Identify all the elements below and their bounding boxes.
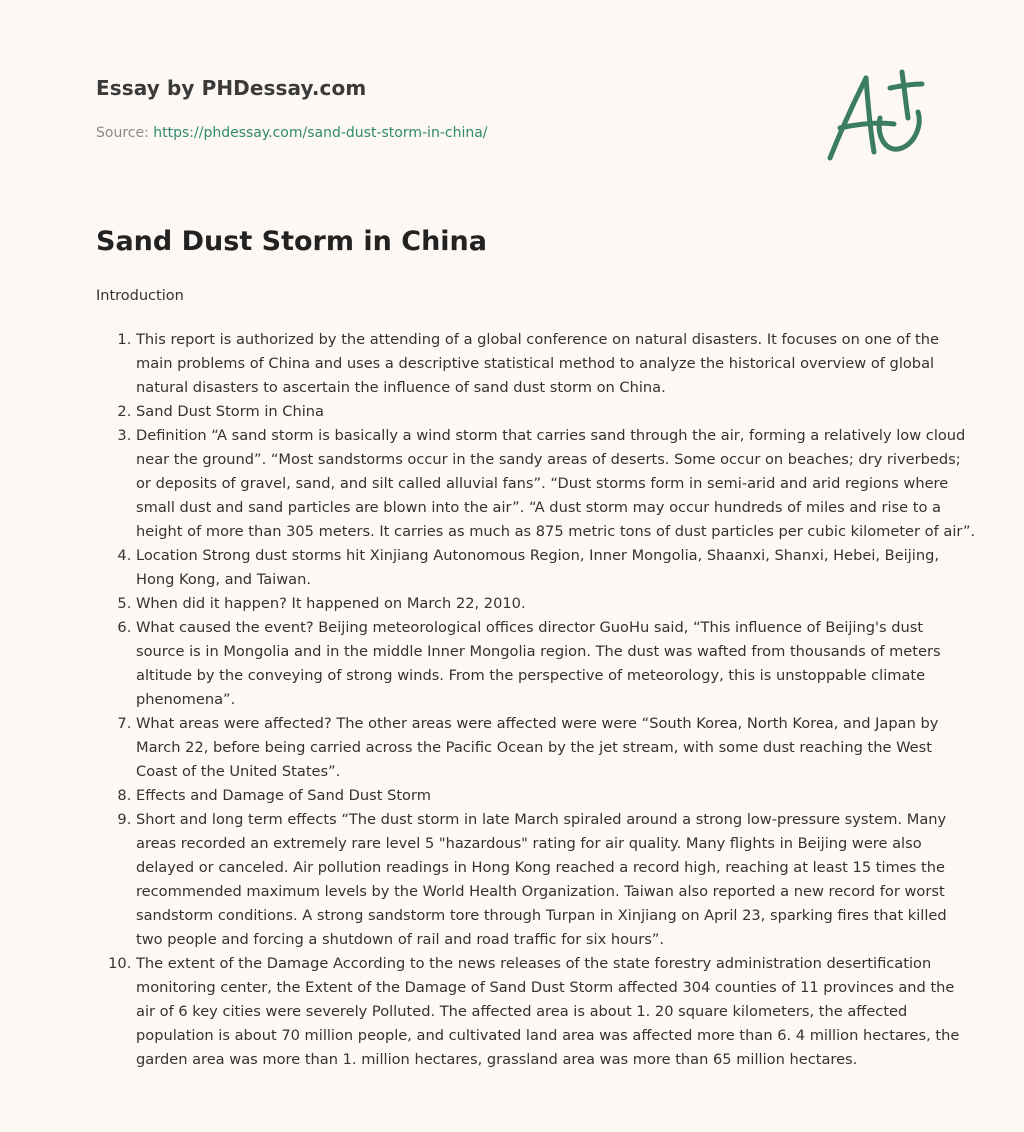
list-item: 7. What areas were affected? The other areas were affected were were “South Korea, North Korea, and Japan by March 22, before being carried across the Pacific Ocean by the jet stream, with some dust reaching the West Coast of the United States”.: [136, 712, 976, 784]
essay-header: [96, 76, 656, 141]
list-item: 4. Location Strong dust storms hit Xinjiang Autonomous Region, Inner Mongolia, Shaanxi, Shanxi, Hebei, Beijing, Hong Kong, and Taiwan.: [136, 544, 976, 592]
list-item: 8. Effects and Damage of Sand Dust Storm: [136, 784, 976, 808]
site-brand: Essay by PHDessay.com: [96, 76, 367, 100]
essay-list: [96, 328, 976, 1072]
a-plus-logo-icon: [820, 66, 930, 166]
list-item: 9. Short and long term effects “The dust storm in late March spiraled around a strong low-pressure system. Many areas recorded an extremely rare level 5 "hazardous" rating for air quality. Many flights in Beijing were also delayed or canceled. Air pollution readings in Hong Kong reached a record high, reaching at least 15 times the recommended maximum levels by the World Health Organization. Taiwan also reported a new record for worst sandstorm conditions. A strong sandstorm tore through Turpan in Xinjiang on April 23, sparking fires that killed two people and forcing a shutdown of rail and road traffic for six hours”.: [136, 808, 976, 952]
intro-label: Introduction: [96, 288, 184, 304]
source-link[interactable]: https://phdessay.com/sand-dust-storm-in-china/: [153, 125, 488, 141]
list-item: 2. Sand Dust Storm in China: [136, 400, 976, 424]
list-item: 5. When did it happen? It happened on March 22, 2010.: [136, 592, 976, 616]
list-item: 1. This report is authorized by the attending of a global conference on natural disasters. It focuses on one of the main problems of China and uses a descriptive statistical method to analyze the historical overview of global natural disasters to ascertain the influence of sand dust storm on China.: [136, 328, 976, 400]
list-item: 3. Definition “A sand storm is basically a wind storm that carries sand through the air, forming a relatively low cloud near the ground”. “Most sandstorms occur in the sandy areas of deserts. Some occur on beaches; dry riverbeds; or deposits of gravel, sand, and silt called alluvial fans”. “Dust storms form in semi-arid and arid regions where small dust and sand particles are blown into the air”. “A dust storm may occur hundreds of miles and rise to a height of more than 305 meters. It carries as much as 875 metric tons of dust particles per cubic kilometer of air”.: [136, 424, 976, 544]
essay-title: Sand Dust Storm in China: [96, 226, 487, 257]
source-line: [96, 125, 656, 141]
list-item: 10. The extent of the Damage According to the news releases of the state forestry administration desertification monitoring center, the Extent of the Damage of Sand Dust Storm affected 304 counties of 11 provinces and the air of 6 key cities were severely Polluted. The affected area is about 1. 20 square kilometers, the affected population is about 70 million people, and cultivated land area was affected more than 6. 4 million hectares, the garden area was more than 1. million hectares, grassland area was more than 65 million hectares.: [136, 952, 976, 1072]
list-item: 6. What caused the event? Beijing meteorological offices director GuoHu said, “This influence of Beijing's dust source is in Mongolia and in the middle Inner Mongolia region. The dust was wafted from thousands of meters altitude by the conveying of strong winds. From the perspective of meteorology, this is unstoppable climate phenomena”.: [136, 616, 976, 712]
source-label: Source:: [96, 125, 154, 141]
